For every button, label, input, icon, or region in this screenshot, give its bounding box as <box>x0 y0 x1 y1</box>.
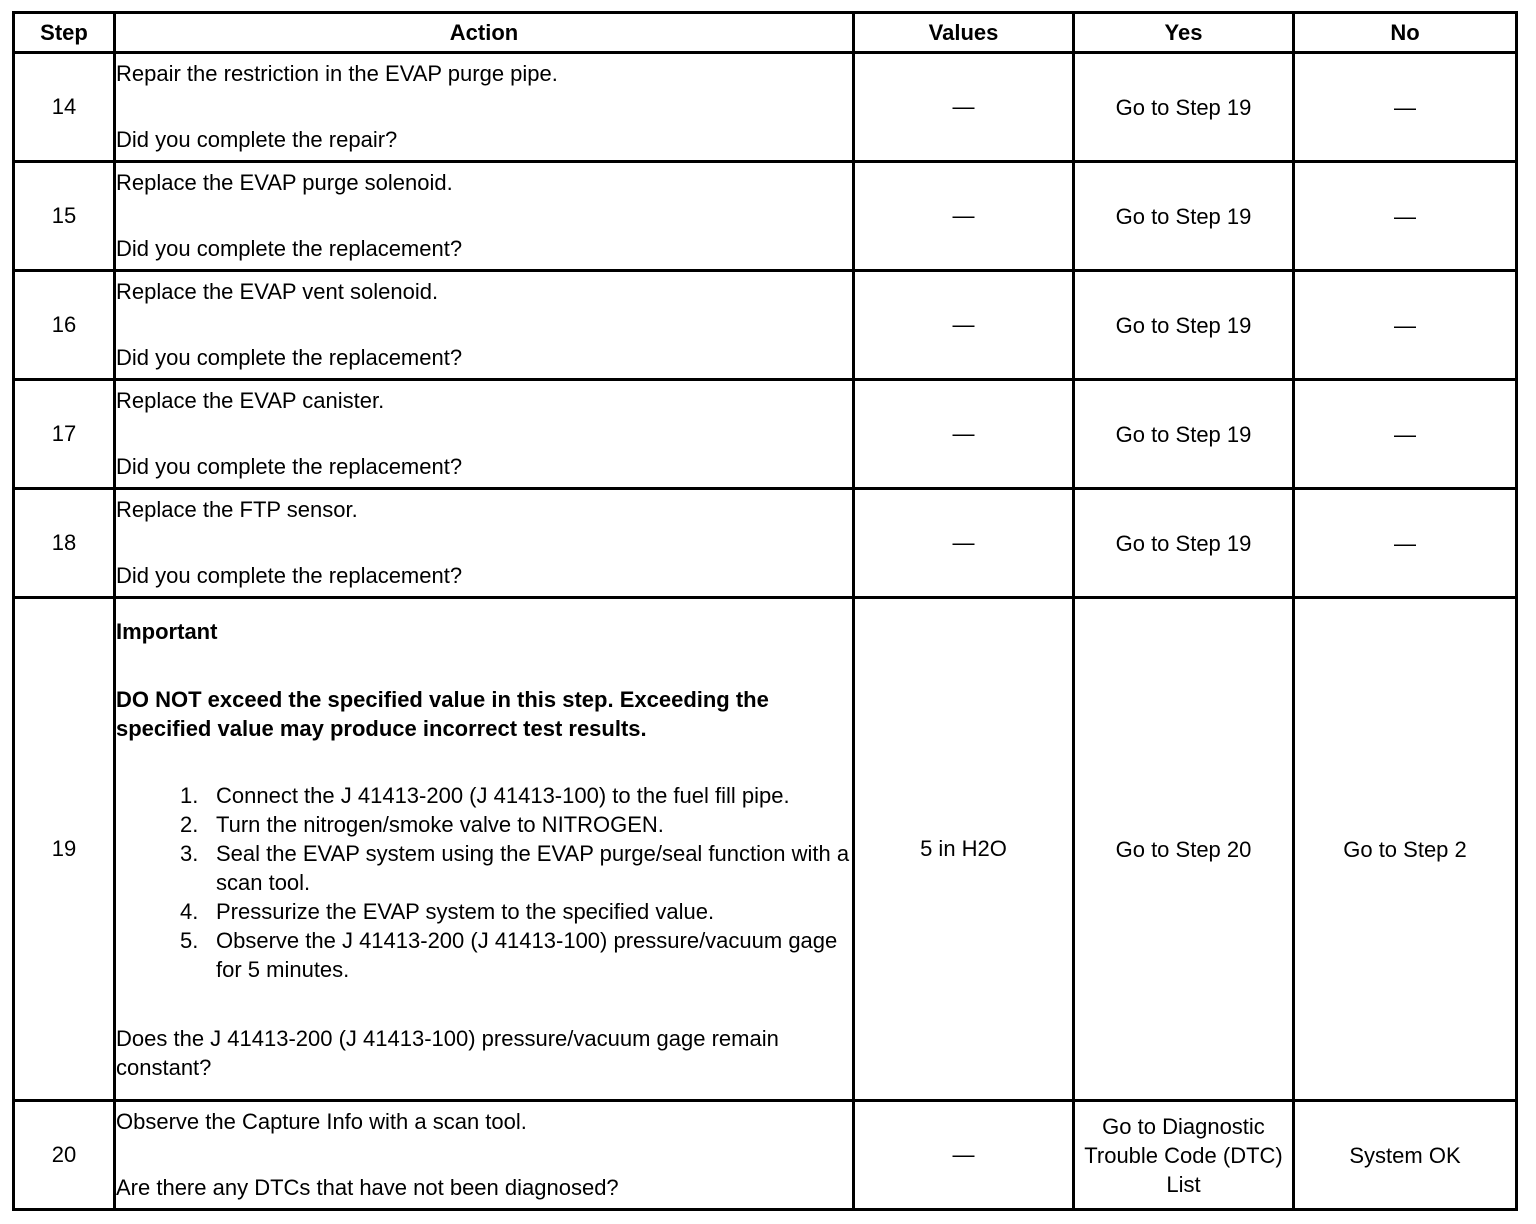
action-instruction: Replace the EVAP vent solenoid. <box>116 279 439 304</box>
procedure-number: 5. <box>180 927 199 953</box>
header-row <box>14 13 1517 53</box>
action-cell <box>115 598 854 1101</box>
value-cell: 5 in H2O <box>854 598 1074 1101</box>
no-cell: — <box>1294 53 1517 162</box>
step-number: 15 <box>14 162 115 271</box>
no-cell: Go to Step 2 <box>1294 598 1517 1101</box>
action-question: Did you complete the replacement? <box>116 563 463 588</box>
yes-cell: Go to Diagnostic Trouble Code (DTC) List <box>1074 1101 1294 1210</box>
no-cell: — <box>1294 489 1517 598</box>
table-row <box>14 1101 1517 1210</box>
action-instruction: Replace the FTP sensor. <box>116 497 358 522</box>
procedure-item <box>116 926 852 984</box>
value-cell: — <box>854 53 1074 162</box>
yes-cell: Go to Step 19 <box>1074 53 1294 162</box>
table-row <box>14 598 1517 1101</box>
table-row <box>14 489 1517 598</box>
step-number: 14 <box>14 53 115 162</box>
action-cell <box>115 1101 854 1210</box>
procedure-item <box>116 781 852 810</box>
action-question: Does the J 41413-200 (J 41413-100) pressure/vacuum gage remain constant? <box>116 1025 779 1080</box>
action-cell <box>115 271 854 380</box>
table-row <box>14 162 1517 271</box>
step-number: 20 <box>14 1101 115 1210</box>
important-note: DO NOT exceed the specified value in this step. Exceeding the specified value may produce incorrect test results. <box>116 686 769 741</box>
action-cell <box>115 162 854 271</box>
action-question: Did you complete the replacement? <box>116 345 463 370</box>
no-cell: — <box>1294 271 1517 380</box>
procedure-text: Observe the J 41413-200 (J 41413-100) pressure/vacuum gage for 5 minutes. <box>216 927 838 982</box>
important-heading: Important <box>116 618 218 644</box>
yes-cell: Go to Step 19 <box>1074 162 1294 271</box>
action-cell <box>115 53 854 162</box>
yes-cell: Go to Step 19 <box>1074 380 1294 489</box>
header-yes: Yes <box>1074 13 1294 53</box>
yes-cell: Go to Step 20 <box>1074 598 1294 1101</box>
header-no: No <box>1294 13 1517 53</box>
value-cell: — <box>854 489 1074 598</box>
value-cell: — <box>854 271 1074 380</box>
no-cell: — <box>1294 380 1517 489</box>
diagnostic-table <box>12 11 1518 1211</box>
action-instruction: Observe the Capture Info with a scan tool. <box>116 1109 527 1134</box>
value-cell: — <box>854 1101 1074 1210</box>
action-instruction: Repair the restriction in the EVAP purge pipe. <box>116 61 558 86</box>
procedure-text: Connect the J 41413-200 (J 41413-100) to the fuel fill pipe. <box>216 782 790 808</box>
action-question: Did you complete the replacement? <box>116 454 463 479</box>
procedure-number: 3. <box>180 840 199 866</box>
action-question: Did you complete the replacement? <box>116 236 463 261</box>
action-instruction: Replace the EVAP canister. <box>116 388 385 413</box>
procedure-number: 2. <box>180 811 199 837</box>
procedure-number: 1. <box>180 782 199 808</box>
procedure-text: Turn the nitrogen/smoke valve to NITROGEN. <box>216 811 664 837</box>
action-cell <box>115 380 854 489</box>
header-values: Values <box>854 13 1074 53</box>
procedure-text: Pressurize the EVAP system to the specified value. <box>216 898 715 924</box>
value-cell: — <box>854 162 1074 271</box>
table-row <box>14 53 1517 162</box>
step-number: 16 <box>14 271 115 380</box>
table-row <box>14 271 1517 380</box>
action-instruction: Replace the EVAP purge solenoid. <box>116 170 453 195</box>
procedure-text: Seal the EVAP system using the EVAP purge/seal function with a scan tool. <box>216 840 850 895</box>
procedure-number: 4. <box>180 898 199 924</box>
procedure-item <box>116 839 852 897</box>
step-number: 17 <box>14 380 115 489</box>
action-question: Did you complete the repair? <box>116 127 398 152</box>
yes-cell: Go to Step 19 <box>1074 271 1294 380</box>
header-step: Step <box>14 13 115 53</box>
procedure-item <box>116 897 852 926</box>
procedure-item <box>116 810 852 839</box>
step-number: 19 <box>14 598 115 1101</box>
action-cell <box>115 489 854 598</box>
procedure-list <box>116 781 852 984</box>
header-action: Action <box>115 13 854 53</box>
value-cell: — <box>854 380 1074 489</box>
step-number: 18 <box>14 489 115 598</box>
action-question: Are there any DTCs that have not been diagnosed? <box>116 1175 619 1200</box>
yes-cell: Go to Step 19 <box>1074 489 1294 598</box>
table-row <box>14 380 1517 489</box>
no-cell: — <box>1294 162 1517 271</box>
no-cell: System OK <box>1294 1101 1517 1210</box>
